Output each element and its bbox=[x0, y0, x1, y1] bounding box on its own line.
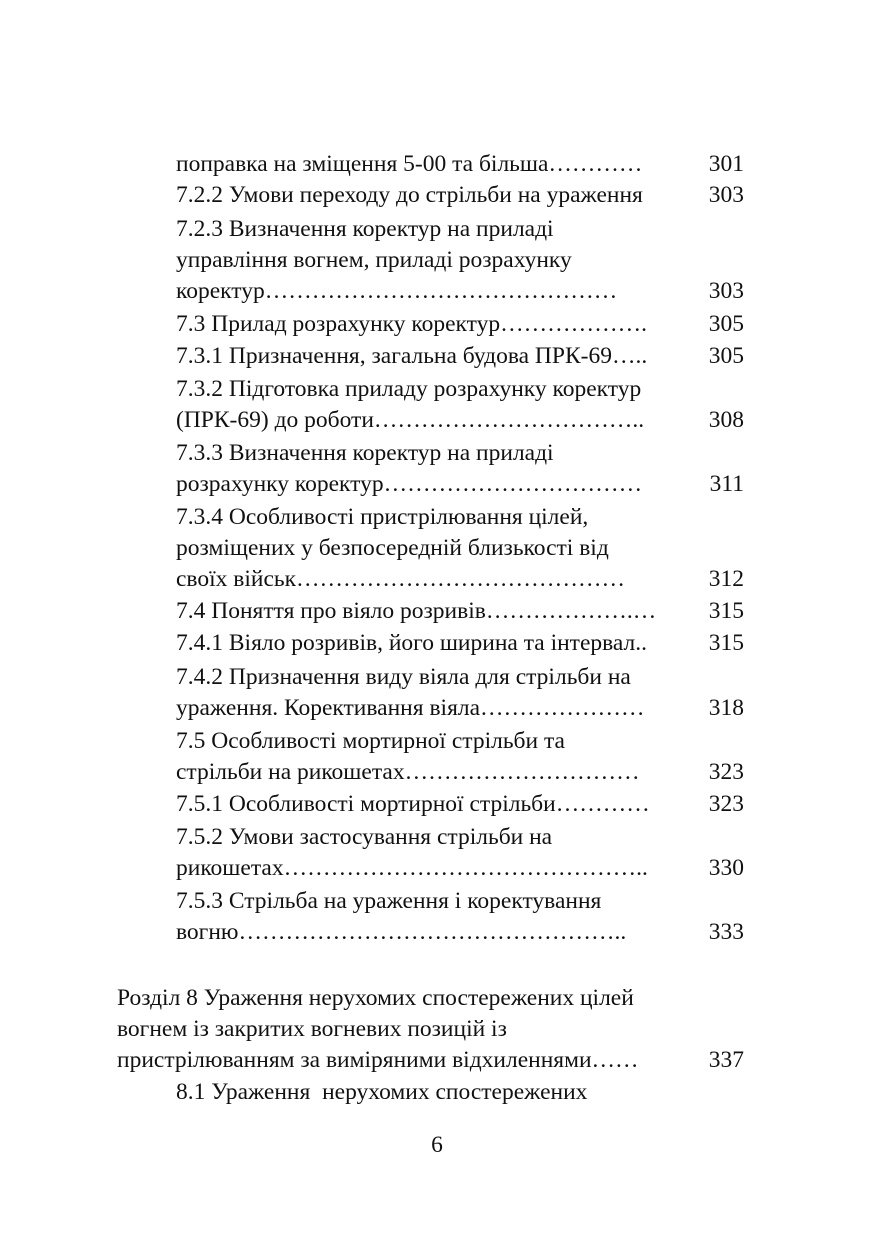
toc-entry-text: 7.3.3 Визначення коректур на приладі розрахунку коректур…………………………… bbox=[176, 440, 643, 497]
toc-entry-text: 7.3.2 Підготовка приладу розрахунку коректур (ПРК-69) до роботи…………………………….. bbox=[176, 376, 645, 433]
toc-entry-page: 303 bbox=[708, 182, 744, 208]
toc-entry-text: 7.5.1 Особливості мортирної стрільби………… bbox=[176, 791, 650, 817]
toc-entry-text: 7.2.2 Умови переходу до стрільби на ураження bbox=[176, 182, 643, 208]
toc-entry bbox=[176, 789, 744, 820]
toc-entry bbox=[176, 341, 744, 372]
toc-entry-page: 308 bbox=[708, 407, 744, 433]
toc-entry bbox=[176, 822, 744, 884]
toc-entry-page: 301 bbox=[708, 151, 744, 177]
toc-entry-page: 323 bbox=[708, 791, 744, 817]
toc-entry-text: 7.4.2 Призначення виду віяла для стрільби на ураження. Корективання віяла………………… bbox=[176, 664, 645, 721]
toc-entry bbox=[176, 309, 744, 340]
toc-entry bbox=[176, 726, 744, 788]
toc-entry-page: 333 bbox=[708, 919, 744, 945]
toc-entry bbox=[176, 374, 744, 436]
toc-section-entry bbox=[117, 983, 744, 1076]
toc-entry-page: 305 bbox=[708, 311, 744, 337]
toc-entry bbox=[176, 149, 744, 180]
toc-entry-text: 7.3 Прилад розрахунку коректур………………. bbox=[176, 311, 647, 337]
toc-entry-text: 7.5 Особливості мортирної стрільби та стрільби на рикошетах………………………… bbox=[176, 728, 640, 785]
toc-section-page: 337 bbox=[708, 1047, 744, 1073]
toc-entry-text: поправка на зміщення 5-00 та більша………… bbox=[176, 151, 643, 177]
toc-entry-text: 7.5.3 Стрільба на ураження і коректування вогню………………………………………….. bbox=[176, 888, 627, 945]
toc-entry bbox=[176, 180, 744, 211]
toc-entry bbox=[176, 214, 744, 307]
toc-entry bbox=[176, 628, 744, 659]
toc-entry bbox=[176, 886, 744, 948]
toc-entry-page: 303 bbox=[708, 278, 744, 304]
toc-entry-text: 7.3.1 Призначення, загальна будова ПРК-69….. bbox=[176, 343, 648, 369]
page-number: 6 bbox=[431, 1132, 443, 1158]
toc-subsection-entry bbox=[176, 1077, 744, 1108]
toc-entry-page: 315 bbox=[708, 630, 744, 656]
toc-section-text: Розділ 8 Ураження нерухомих спостережених цілей вогнем із закритих вогневих позицій із пристрілюванням за виміряними відхиленнями…… bbox=[117, 985, 639, 1073]
toc-entry-text: 7.2.3 Визначення коректур на приладі управління вогнем, приладі розрахунку коректур……………………………………… bbox=[176, 216, 618, 304]
toc-entry bbox=[176, 438, 744, 500]
toc-entry-page: 318 bbox=[708, 695, 744, 721]
toc-entry-page: 305 bbox=[708, 343, 744, 369]
toc-entry-page: 312 bbox=[708, 566, 744, 592]
toc-subsection-text: 8.1 Ураження нерухомих спостережених bbox=[176, 1079, 588, 1105]
toc-entry-text: 7.4.1 Віяло розривів, його ширина та інтервал.. bbox=[176, 630, 648, 656]
toc-entry bbox=[176, 502, 744, 595]
toc-entry bbox=[176, 662, 744, 724]
toc-entry-page: 323 bbox=[708, 759, 744, 785]
toc-entry-page: 315 bbox=[708, 598, 744, 624]
toc-entry bbox=[176, 596, 744, 627]
toc-entry-page: 311 bbox=[709, 471, 744, 497]
toc-entry-text: 7.3.4 Особливості пристрілювання цілей, розміщених у безпосередній близькості від своїх військ…………………………………… bbox=[176, 504, 626, 592]
toc-entry-text: 7.5.2 Умови застосування стрільби на рикошетах……………………………………….. bbox=[176, 824, 648, 881]
toc-entry-page: 330 bbox=[708, 855, 744, 881]
toc-entry-text: 7.4 Поняття про віяло розривів……………….… bbox=[176, 598, 657, 624]
